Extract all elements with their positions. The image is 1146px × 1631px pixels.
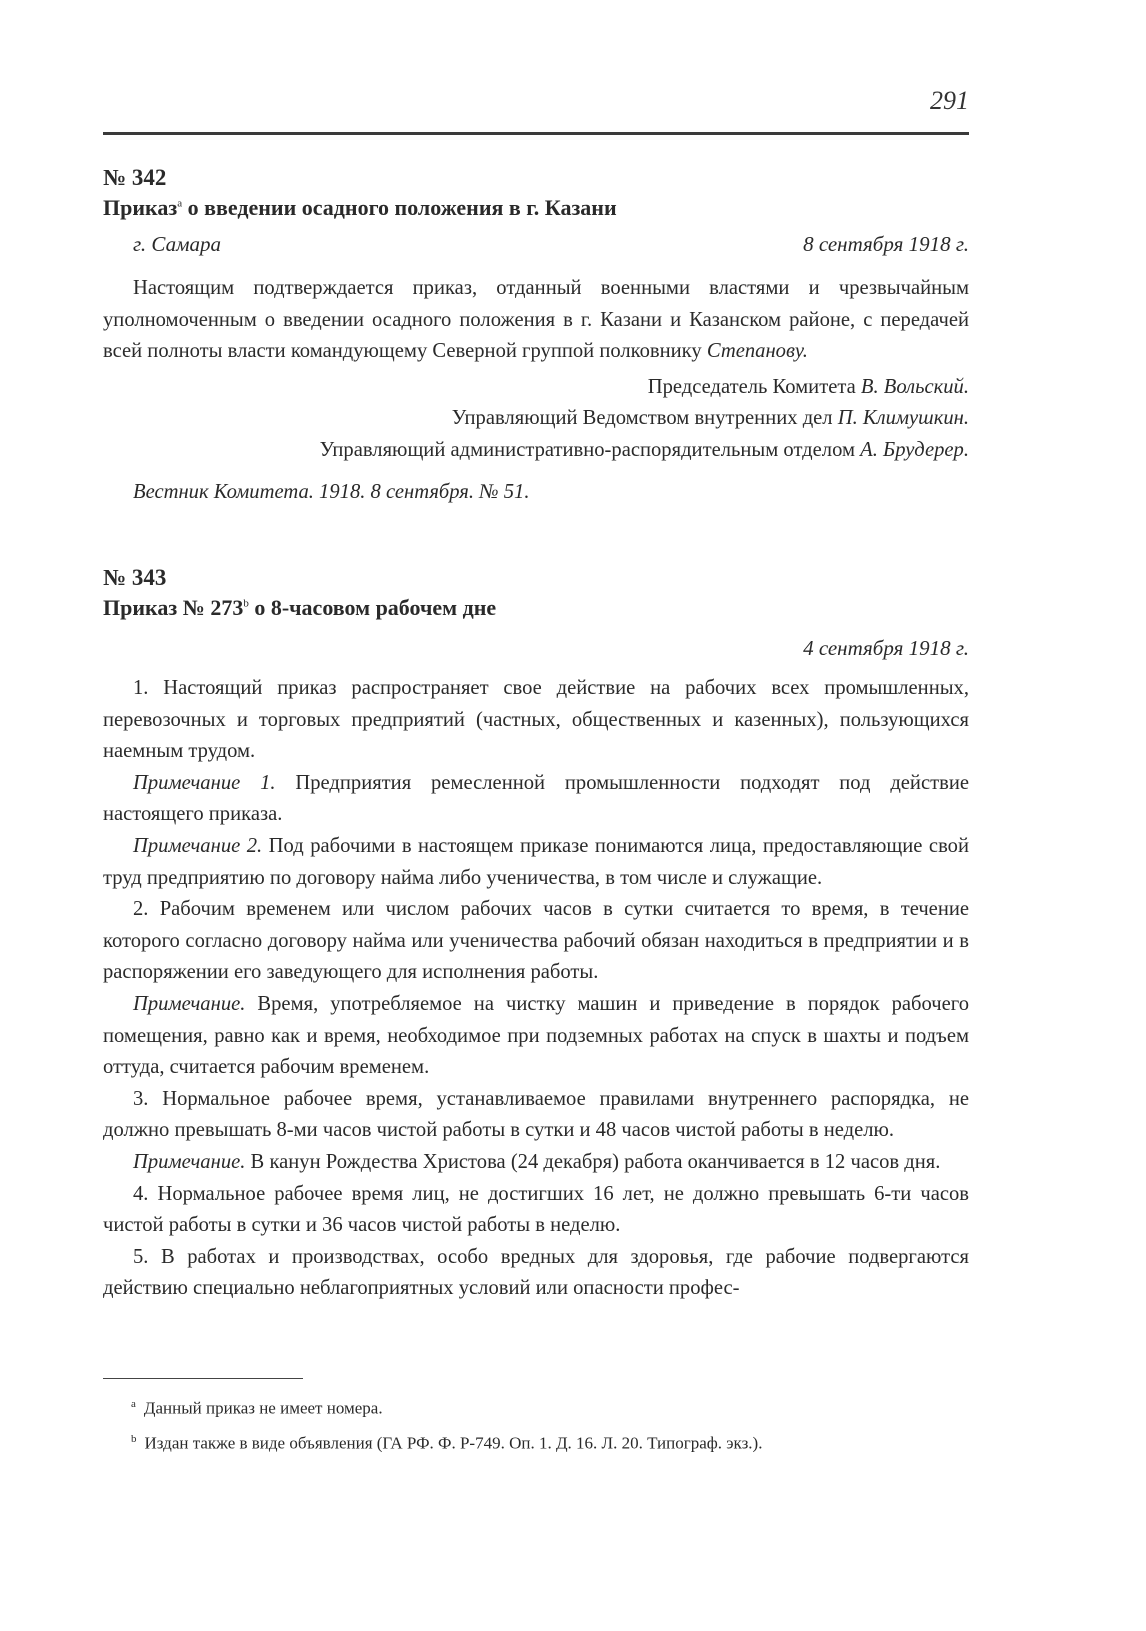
date-row (103, 633, 969, 663)
document-place: г. Самара (133, 232, 221, 256)
document-date: 8 сентября 1918 г. (803, 232, 969, 256)
signature-line: Управляющий административно-распорядительным отделом А. Брудерер. (319, 438, 969, 461)
document-date: 4 сентября 1918 г. (803, 636, 969, 660)
paragraph: 5. В работах и производствах, особо вредных для здоровья, где рабочие подвергаются действию специально неблагоприятных условий или опасности профес- (103, 1245, 969, 1300)
footnote-rule (103, 1378, 303, 1379)
paragraph-note: Примечание. Время, употребляемое на чистку машин и приведение в порядок рабочего помещения, равно как и время, необходимое при подземных работах на спуск в шахты и подъем оттуда, считается рабочим временем. (103, 992, 969, 1079)
footnote-mark: a (131, 1398, 136, 1410)
document-body (103, 673, 969, 1305)
paragraph: 1. Настоящий приказ распространяет свое действие на рабочих всех промышленных, перевозочных и торговых предприятий (частных, общественных и казенных), пользующихся наемным трудом. (103, 677, 969, 763)
footnote-reference[interactable]: a (177, 197, 183, 210)
footnote-reference[interactable]: b (243, 597, 249, 610)
document-source: Вестник Комитета. 1918. 8 сентября. № 51. (133, 480, 530, 503)
document-343 (103, 563, 969, 1305)
paragraph-note: Примечание. В канун Рождества Христова (24 декабря) работа оканчивается в 12 часов дня. (133, 1150, 941, 1173)
signature-line: Управляющий Ведомством внутренних дел П. Климушкин. (451, 407, 969, 430)
document-number: № 342 (103, 165, 167, 190)
footnote-text: Данный приказ не имеет номера. (143, 1398, 383, 1418)
signature-line: Председатель Комитета В. Вольский. (647, 375, 969, 398)
document-title: Приказ № 273$^b$ о 8-часовом рабочем дне (103, 595, 497, 620)
document-342 (103, 163, 969, 507)
place-date-row (103, 229, 969, 259)
footnote-mark: b (131, 1432, 137, 1445)
footnote (131, 1389, 971, 1424)
footnote-text: Издан также в виде объявления (ГА РФ. Ф. Р-749. Оп. 1. Д. 16. Л. 20. Типограф. экз.). (144, 1433, 763, 1453)
document-number: № 343 (103, 565, 167, 590)
paragraph: 3. Нормальное рабочее время, устанавливаемое правилами внутреннего распорядка, не должно превышать 8-ми часов чистой работы в сутки и 48 часов чистой работы в неделю. (103, 1087, 969, 1142)
footnotes (131, 1389, 971, 1458)
italic-name: Степанову. (706, 340, 808, 363)
paragraph: 2. Рабочим временем или числом рабочих часов в сутки считается то время, в течение которого согласно договору найма или ученичества рабочий обязан находиться в предприятии и в распоряжении его заведующего для исполнения работы. (103, 898, 969, 984)
footnote (131, 1424, 971, 1459)
header-rule (103, 132, 969, 135)
document-title: Приказ$^a$ о введении осадного положения в г. Казани (103, 195, 617, 220)
paragraph-note: Примечание 2. Под рабочими в настоящем приказе понимаются лица, предоставляющие свой труд предприятию по договору найма либо ученичества, в том числе и служащие. (103, 834, 969, 889)
signatures (103, 372, 969, 467)
document-body: Настоящим подтверждается приказ, отданный военными властями и чрезвычайным уполномоченным о введении осадного положения в г. Казани и Казанском районе, с передачей всей полноты власти командующему Северной группой полковнику Степанову. (103, 277, 969, 363)
page-number: 291 (930, 86, 969, 115)
paragraph: 4. Нормальное рабочее время лиц, не достигших 16 лет, не должно превышать 6-ти часов чистой работы в сутки и 36 часов чистой работы в неделю. (103, 1182, 969, 1237)
paragraph-note: Примечание 1. Предприятия ремесленной промышленности подходят под действие настоящего приказа. (103, 771, 969, 826)
